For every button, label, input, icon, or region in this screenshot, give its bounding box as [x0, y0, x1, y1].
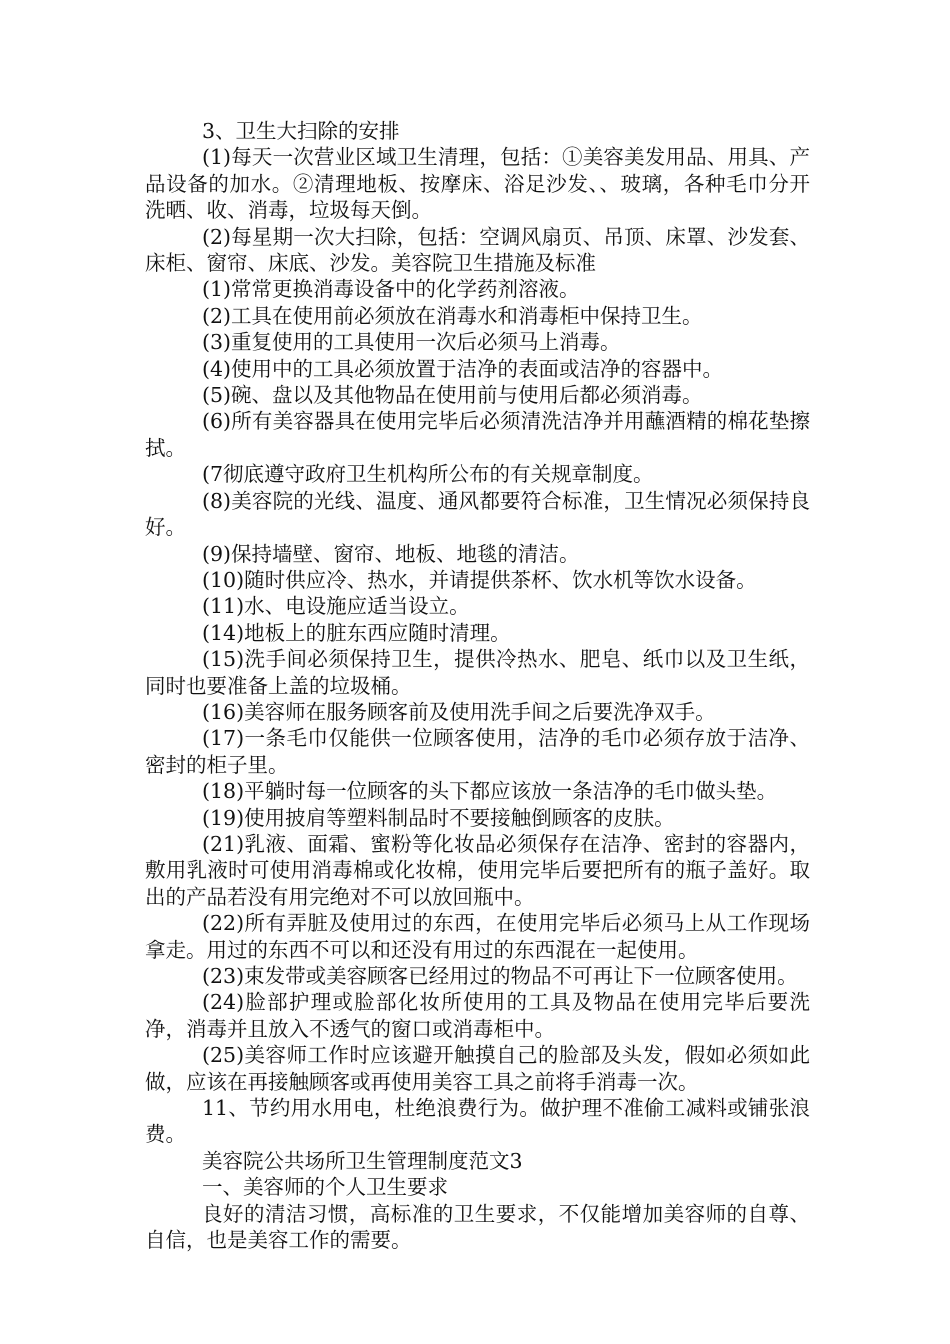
list-item: (16)美容师在服务顾客前及使用洗手间之后要洗净双手。	[202, 699, 716, 724]
list-item: (9)保持墙壁、窗帘、地板、地毯的清洁。	[202, 541, 580, 566]
paragraph: (1)每天一次营业区域卫生清理，包括：①美容美发用品、用具、产品设备的加水。②清理地板、按摩床、浴足沙发、、玻璃，各种毛巾分开洗晒、收、消毒，垃圾每天倒。	[145, 145, 810, 223]
list-item: (7彻底遵守政府卫生机构所公布的有关规章制度。	[202, 462, 654, 487]
list-item: (3)重复使用的工具使用一次后必须马上消毒。	[202, 330, 621, 355]
list-item: (2)工具在使用前必须放在消毒水和消毒柜中保持卫生。	[202, 303, 703, 328]
document-page	[145, 118, 810, 1253]
list-item: (23)束发带或美容顾客已经用过的物品不可再让下一位顾客使用。	[202, 964, 798, 988]
list-item: (15)洗手间必须保持卫生，提供冷热水、肥皂、纸巾以及卫生纸，同时也要准备上盖的垃圾桶。	[145, 647, 810, 698]
paragraph: 良好的清洁习惯，高标准的卫生要求，不仅能增加美容师的自尊、自信，也是美容工作的需要。	[145, 1201, 810, 1253]
list-item: (4)使用中的工具必须放置于洁净的表面或洁净的容器中。	[202, 356, 724, 381]
list-item: (14)地板上的脏东西应随时清理。	[202, 620, 511, 645]
list-item: (11)水、电设施应适当设立。	[202, 594, 470, 619]
paragraph: (2)每星期一次大扫除，包括：空调风扇页、吊顶、床罩、沙发套、床柜、窗帘、床底、沙发。美容院卫生措施及标准	[145, 224, 810, 276]
list-item: (10)随时供应冷、热水，并请提供茶杯、饮水机等饮水设备。	[202, 567, 757, 592]
list-item: (6)所有美容器具在使用完毕后必须清洗洁净并用蘸酒精的棉花垫擦拭。	[145, 409, 810, 460]
list-item: (19)使用披肩等塑料制品时不要接触倒顾客的皮肤。	[202, 805, 675, 830]
paragraph: 11、节约用水用电，杜绝浪费行为。做护理不准偷工减料或铺张浪费。	[145, 1096, 810, 1147]
list-item: (8)美容院的光线、温度、通风都要符合标准，卫生情况必须保持良好。	[145, 488, 810, 540]
list-item: (1)常常更换消毒设备中的化学药剂溶液。	[202, 277, 580, 302]
list-item: (18)平躺时每一位顾客的头下都应该放一条洁净的毛巾做头垫。	[202, 779, 778, 804]
document-title: 美容院公共场所卫生管理制度范文3	[202, 1148, 523, 1173]
section-heading: 3、卫生大扫除的安排	[202, 119, 400, 143]
list-item: (21)乳液、面霜、蜜粉等化妆品必须保存在洁净、密封的容器内，敷用乳液时可使用消毒棉或化妆棉，使用完毕后要把所有的瓶子盖好。取出的产品若没有用完绝对不可以放回瓶中。	[145, 831, 810, 909]
list-item: (25)美容师工作时应该避开触摸自己的脸部及头发，假如必须如此做，应该在再接触顾客或再使用美容工具之前将手消毒一次。	[145, 1043, 810, 1094]
section-heading: 一、美容师的个人卫生要求	[202, 1175, 448, 1200]
list-item: (24)脸部护理或脸部化妆所使用的工具及物品在使用完毕后要洗净，消毒并且放入不透气的窗口或消毒柜中。	[145, 990, 810, 1041]
list-item: (5)碗、盘以及其他物品在使用前与使用后都必须消毒。	[202, 383, 703, 408]
list-item: (17)一条毛巾仅能供一位顾客使用，洁净的毛巾必须存放于洁净、密封的柜子里。	[145, 726, 810, 777]
list-item: (22)所有弄脏及使用过的东西，在使用完毕后必须马上从工作现场拿走。用过的东西不可以和还没有用过的东西混在一起使用。	[145, 911, 810, 962]
